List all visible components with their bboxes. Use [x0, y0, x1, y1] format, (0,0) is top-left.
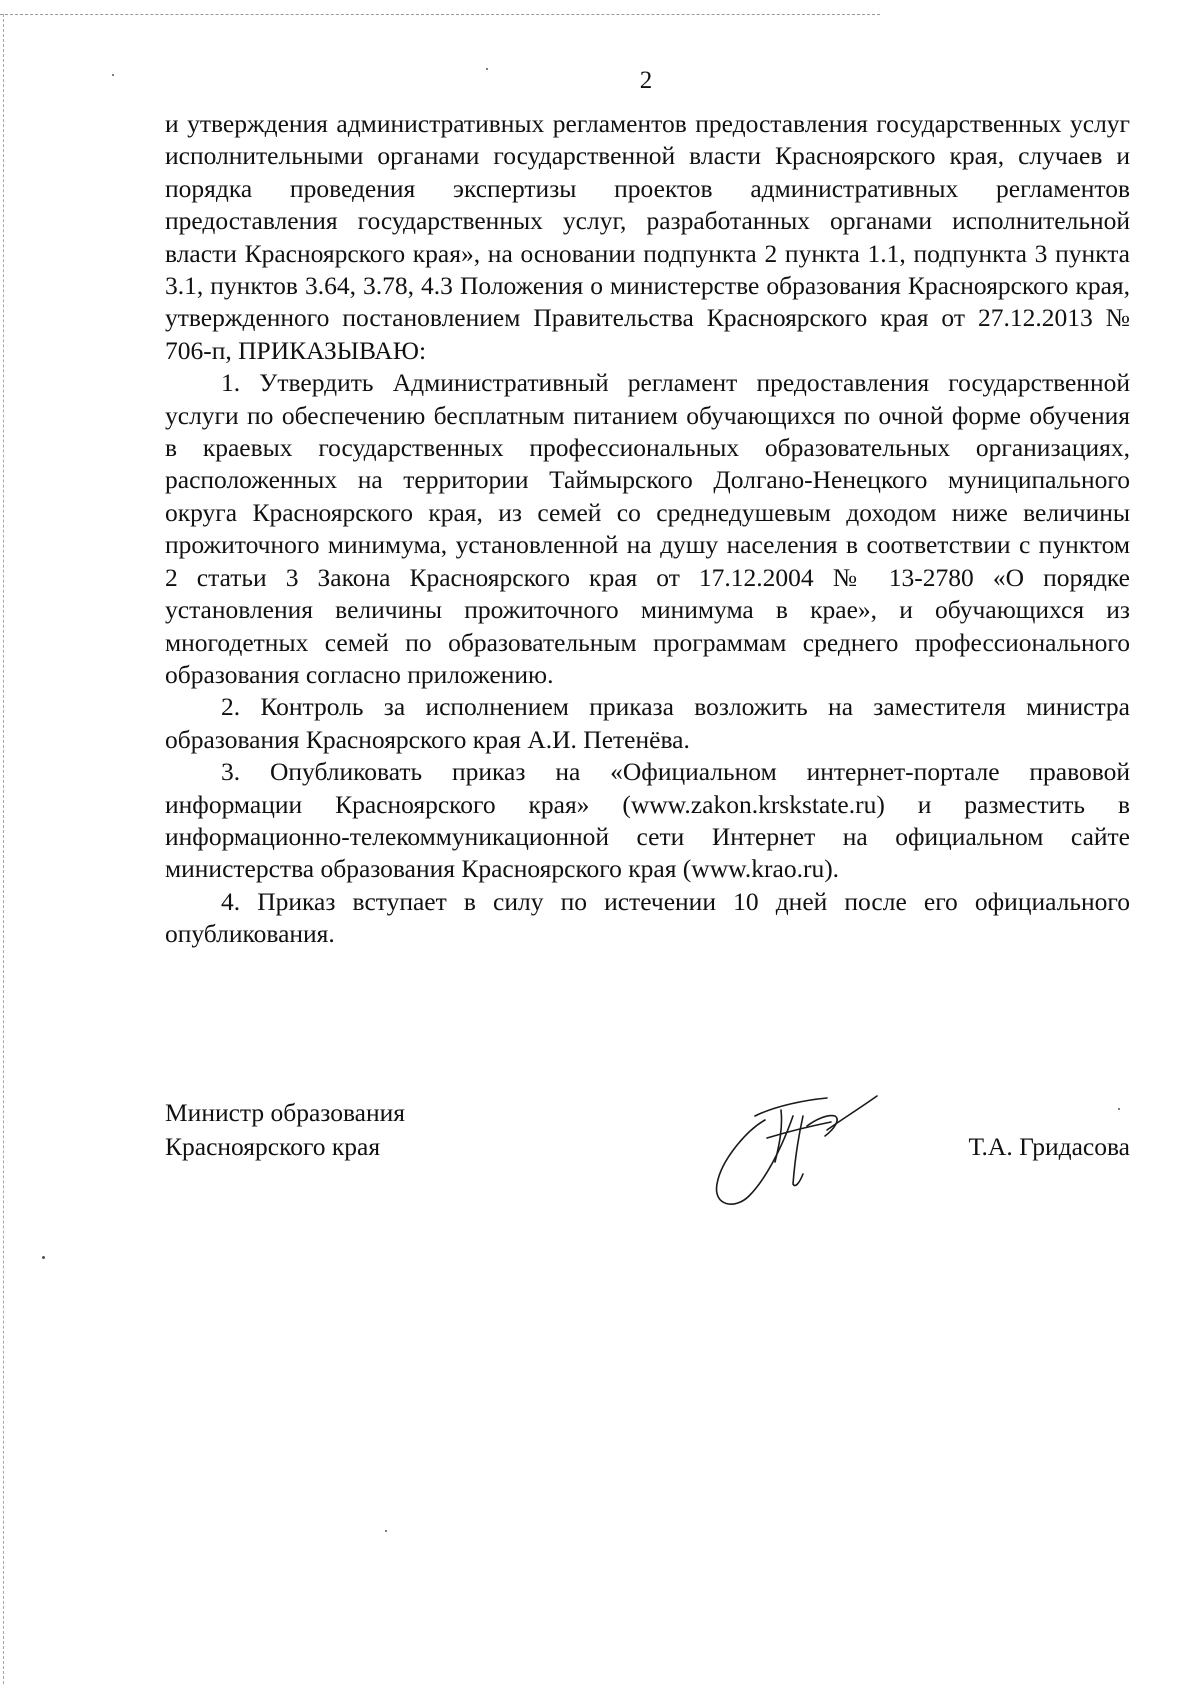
- scan-speck: [1118, 1108, 1120, 1110]
- signature-block: [165, 1096, 1130, 1196]
- signatory-title-line-1: Министр образования: [165, 1098, 406, 1127]
- scan-speck: [112, 74, 114, 76]
- intro-paragraph: и утверждения административных регламентов предоставления государственных услуг исполнительными органами государственной власти Красноярского края, случаев и порядка проведения экспертизы проектов административных регламентов предоставления государственных услуг, разработанных органами исполнительной власти Красноярского края», на основании подпункта 2 пункта 1.1, подпункта 3 пункта 3.1, пунктов 3.64, 3.78, 4.3 Положения о министерстве образования Красноярского края, утвержденного постановлением Правительства Красноярского края от 27.12.2013 № 706-п, ПРИКАЗЫВАЮ:: [165, 109, 1130, 365]
- order-item-2: 2. Контроль за исполнением приказа возложить на заместителя министра образования Красноярского края А.И. Петенёва.: [165, 692, 1130, 754]
- signatory-name: Т.А. Гридасова: [968, 1132, 1130, 1161]
- scan-border-top: [0, 14, 880, 15]
- order-item-1: 1. Утвердить Административный регламент предоставления государственной услуги по обеспечению бесплатным питанием обучающихся по очной форме обучения в краевых государственных профессиональных образовательных организациях, расположенных на территории Таймырского Долгано-Ненецкого муниципального округа Красноярского края, из семей со среднедушевым доходом ниже величины прожиточного минимума, установленной на душу населения в соответствии с пунктом 2 статьи 3 Закона Красноярского края от 17.12.2004 № 13-2780 «О порядке установления величины прожиточного минимума в крае», и обучающихся из многодетных семей по образовательным программам среднего профессионального образования согласно приложению.: [165, 368, 1130, 689]
- scan-speck: [42, 1256, 45, 1259]
- scan-speck: [486, 68, 488, 70]
- order-item-3: 3. Опубликовать приказ на «Официальном интернет-портале правовой информации Красноярского края» (www.zakon.krskstate.ru) и разместить в информационно-телекоммуникационной сети Интернет на официальном сайте министерства образования Красноярского края (www.krao.ru).: [165, 757, 1130, 884]
- page-number: 2: [639, 67, 653, 94]
- signatory-title-line-2: Красноярского края: [165, 1132, 381, 1161]
- document-body: [165, 108, 1130, 951]
- order-item-4: 4. Приказ вступает в силу по истечении 10 дней после его официального опубликования.: [165, 886, 1130, 949]
- scan-border-left: [3, 14, 4, 1684]
- signatory-title: [165, 1096, 405, 1164]
- scan-speck: [385, 1530, 387, 1532]
- handwritten-signature: [695, 1076, 895, 1216]
